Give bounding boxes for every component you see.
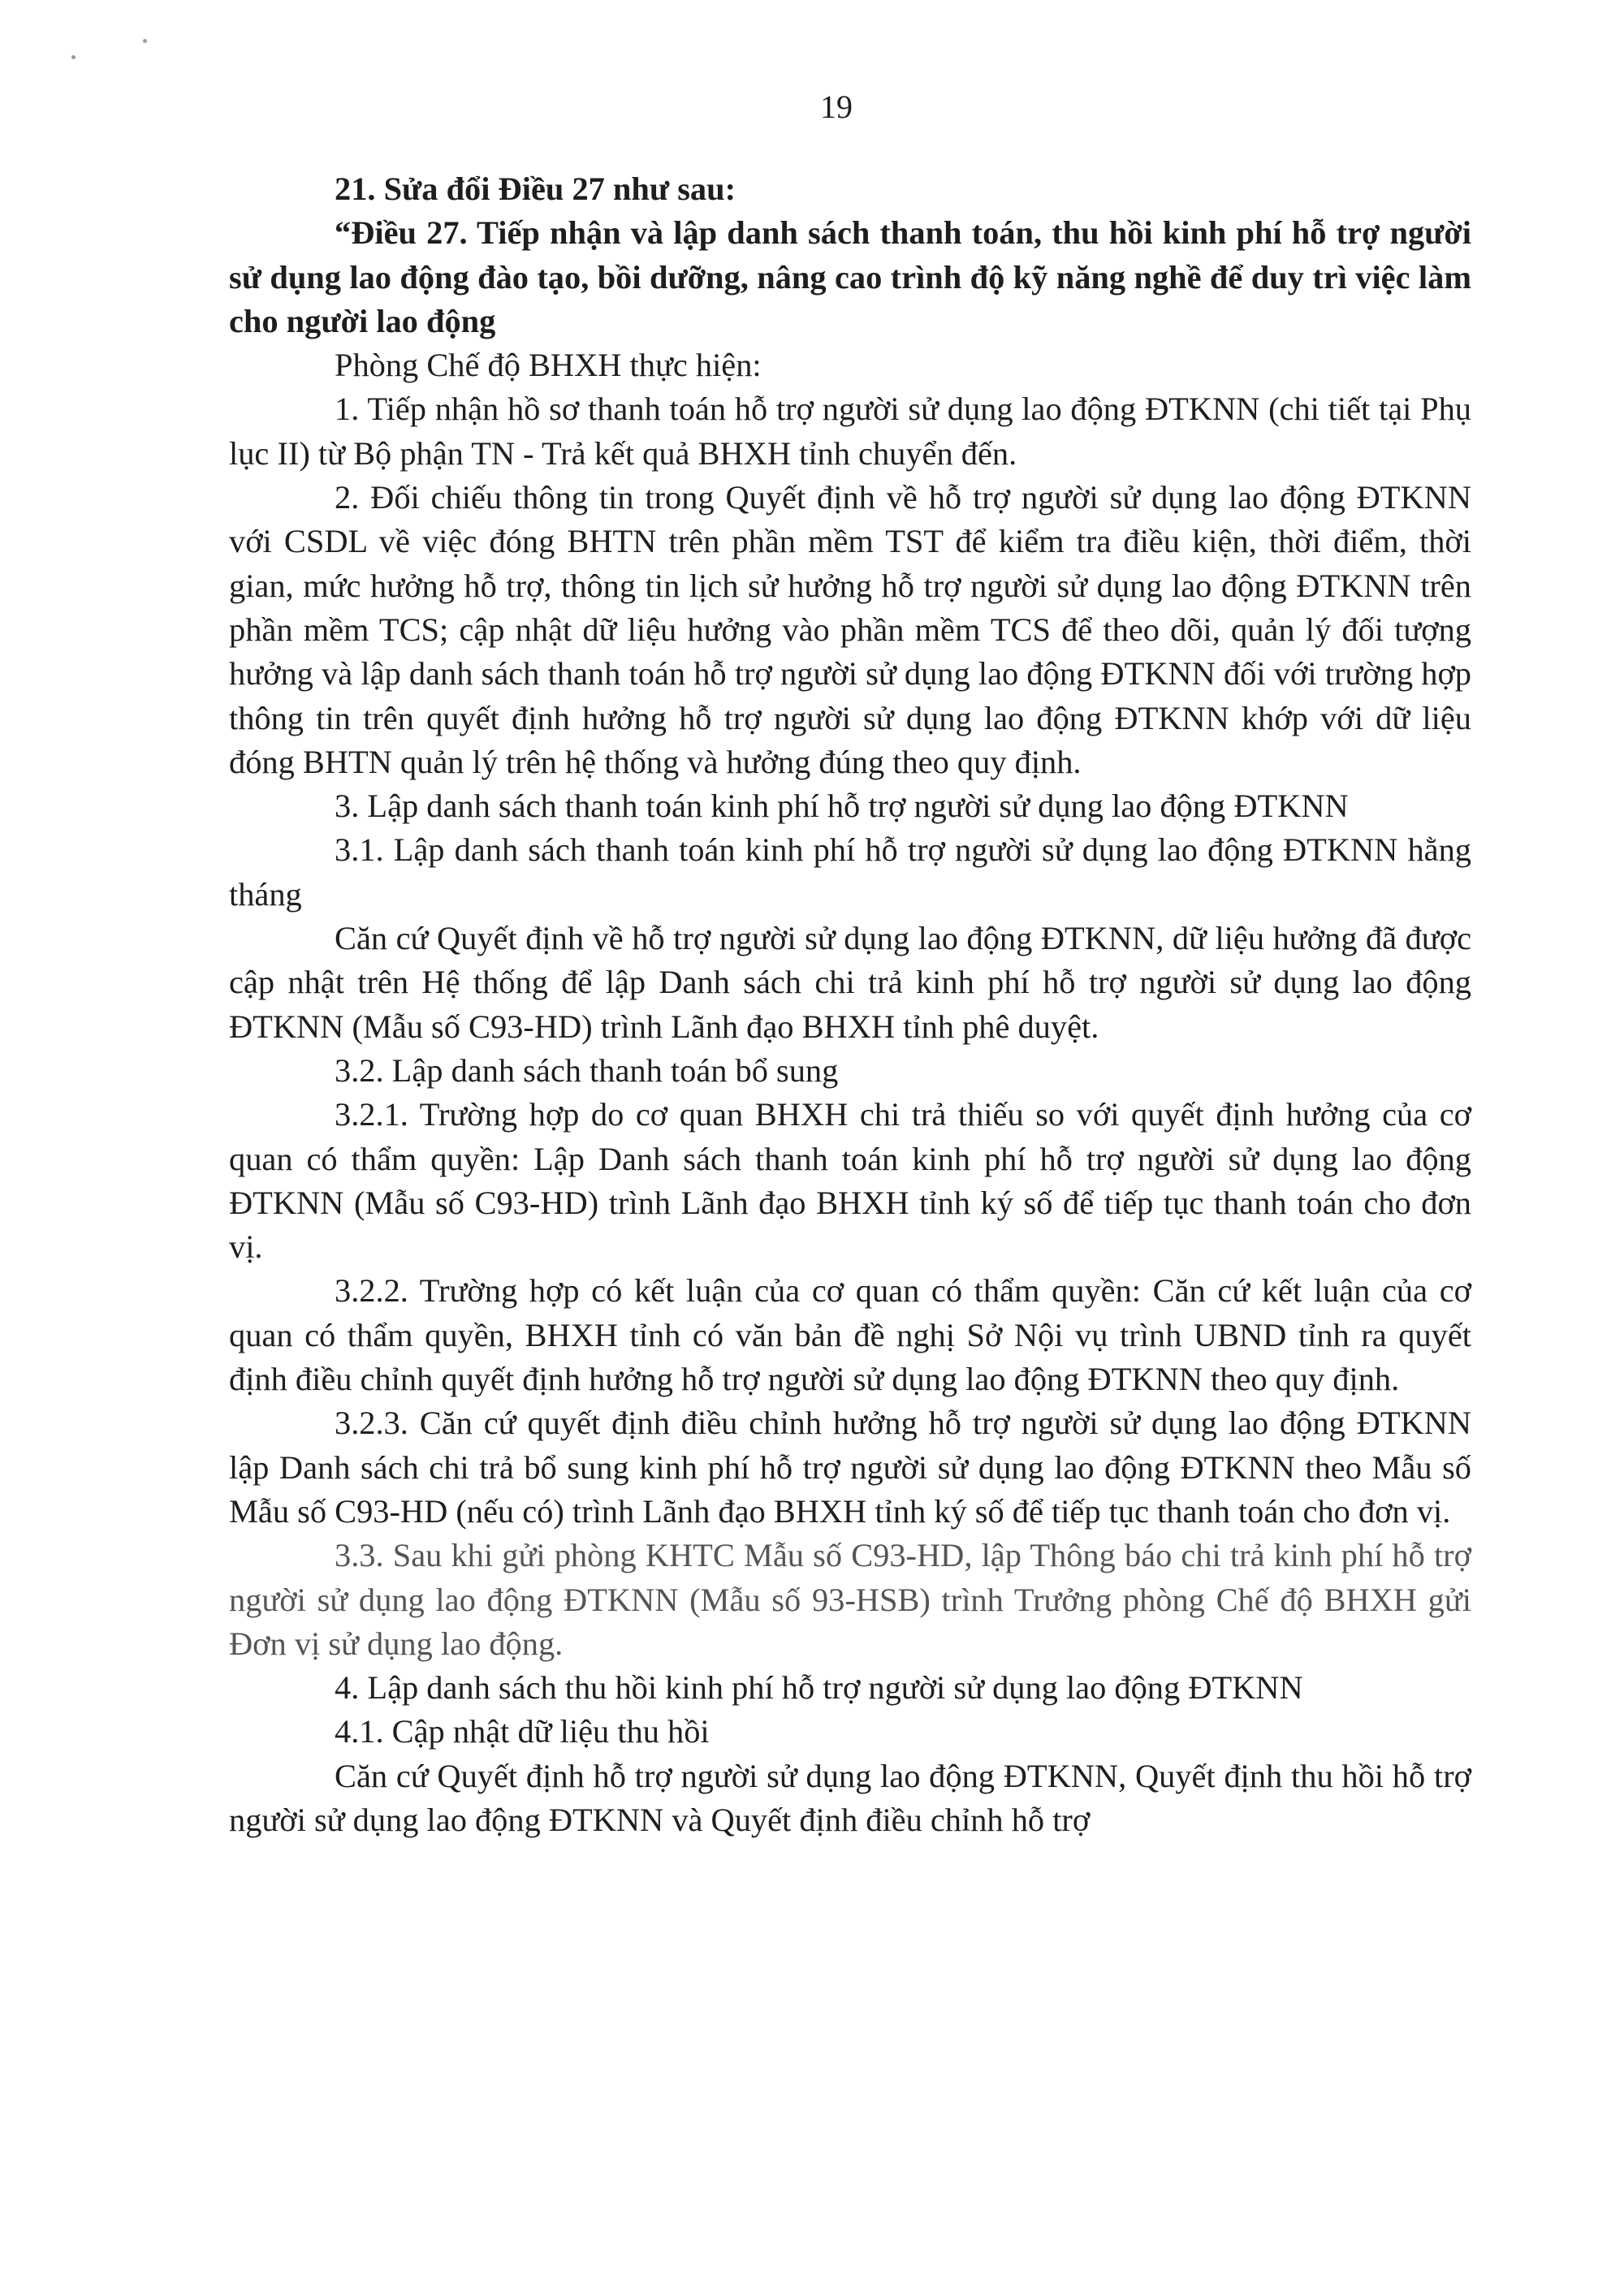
paragraph: 2. Đối chiếu thông tin trong Quyết định về hỗ trợ người sử dụng lao động ĐTKNN với CSDL về việc đóng BHTN trên phần mềm TST để kiểm tra điều kiện, thời điểm, thời gian, mức hưởng hỗ trợ, thông tin lịch sử hưởng hỗ trợ người sử dụng lao động ĐTKNN trên phần mềm TCS; cập nhật dữ liệu hưởng vào phần mềm TCS để theo dõi, quản lý đối tượng hưởng và lập danh sách thanh toán hỗ trợ người sử dụng lao động ĐTKNN đối với trường hợp thông tin trên quyết định hưởng hỗ trợ người sử dụng lao động ĐTKNN khớp với dữ liệu đóng BHTN quản lý trên hệ thống và hưởng đúng theo quy định. (229, 479, 1471, 780)
document-body (229, 167, 1471, 1842)
paragraph: 1. Tiếp nhận hồ sơ thanh toán hỗ trợ người sử dụng lao động ĐTKNN (chi tiết tại Phụ lục II) từ Bộ phận TN - Trả kết quả BHXH tỉnh chuyển đến. (229, 391, 1471, 472)
paragraph: 4. Lập danh sách thu hồi kinh phí hỗ trợ người sử dụng lao động ĐTKNN (335, 1669, 1303, 1707)
paragraph: Căn cứ Quyết định hỗ trợ người sử dụng lao động ĐTKNN, Quyết định thu hồi hỗ trợ người sử dụng lao động ĐTKNN và Quyết định điều chỉnh hỗ trợ (229, 1757, 1471, 1838)
scan-speck (71, 55, 76, 59)
paragraph: 3.2. Lập danh sách thanh toán bổ sung (335, 1051, 839, 1089)
article-title: “Điều 27. Tiếp nhận và lập danh sách thanh toán, thu hồi kinh phí hỗ trợ người sử dụng lao động đào tạo, bồi dưỡng, nâng cao trình độ kỹ năng nghề để duy trì việc làm cho người lao động (229, 214, 1471, 339)
paragraph: 3.2.2. Trường hợp có kết luận của cơ quan có thẩm quyền: Căn cứ kết luận của cơ quan có thẩm quyền, BHXH tỉnh có văn bản đề nghị Sở Nội vụ trình UBND tỉnh ra quyết định điều chỉnh quyết định hưởng hỗ trợ người sử dụng lao động ĐTKNN theo quy định. (229, 1272, 1471, 1398)
paragraph: 3. Lập danh sách thanh toán kinh phí hỗ trợ người sử dụng lao động ĐTKNN (335, 788, 1349, 825)
paragraph: 4.1. Cập nhật dữ liệu thu hồi (335, 1713, 710, 1750)
paragraph: 3.2.3. Căn cứ quyết định điều chỉnh hưởng hỗ trợ người sử dụng lao động ĐTKNN lập Danh sách chi trả bổ sung kinh phí hỗ trợ người sử dụng lao động ĐTKNN theo Mẫu số Mẫu số C93-HD (nếu có) trình Lãnh đạo BHXH tỉnh ký số để tiếp tục thanh toán cho đơn vị. (229, 1405, 1471, 1530)
paragraph: 3.3. Sau khi gửi phòng KHTC Mẫu số C93-HD, lập Thông báo chi trả kinh phí hỗ trợ người sử dụng lao động ĐTKNN (Mẫu số 93-HSB) trình Trưởng phòng Chế độ BHXH gửi Đơn vị sử dụng lao động. (229, 1537, 1471, 1662)
paragraph: 3.1. Lập danh sách thanh toán kinh phí hỗ trợ người sử dụng lao động ĐTKNN hằng tháng (229, 831, 1471, 913)
page-number: 19 (820, 88, 853, 125)
paragraph: Căn cứ Quyết định về hỗ trợ người sử dụng lao động ĐTKNN, dữ liệu hưởng đã được cập nhật trên Hệ thống để lập Danh sách chi trả kinh phí hỗ trợ người sử dụng lao động ĐTKNN (Mẫu số C93-HD) trình Lãnh đạo BHXH tỉnh phê duyệt. (229, 920, 1471, 1045)
scan-speck (143, 39, 147, 43)
amendment-heading: 21. Sửa đổi Điều 27 như sau: (335, 170, 736, 207)
paragraph: 3.2.1. Trường hợp do cơ quan BHXH chi trả thiếu so với quyết định hưởng của cơ quan có thẩm quyền: Lập Danh sách thanh toán kinh phí hỗ trợ người sử dụng lao động ĐTKNN (Mẫu số C93-HD) trình Lãnh đạo BHXH tỉnh ký số để tiếp tục thanh toán cho đơn vị. (229, 1096, 1471, 1266)
paragraph: Phòng Chế độ BHXH thực hiện: (335, 347, 762, 384)
